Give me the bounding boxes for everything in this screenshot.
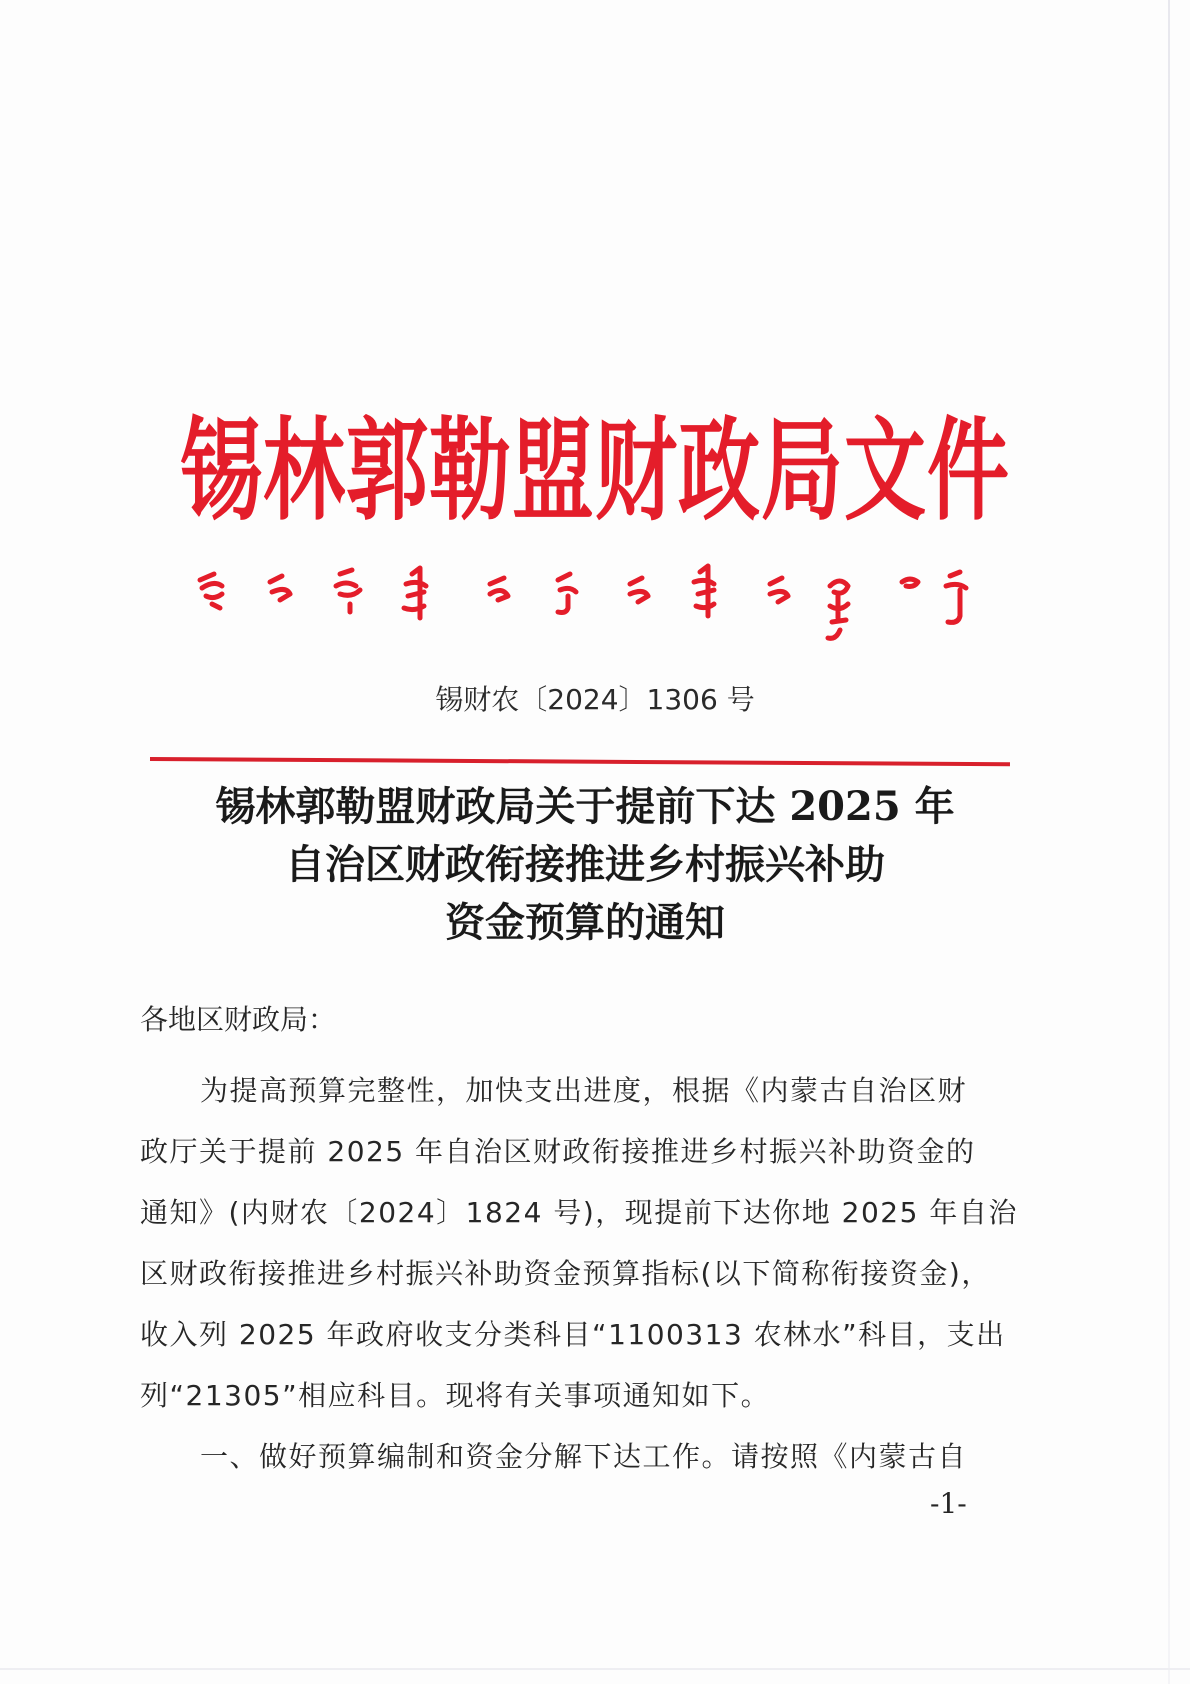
body-line: 为提高预算完整性，加快支出进度，根据《内蒙古自治区财 xyxy=(200,1074,968,1107)
body-line: 政厅关于提前 2025 年自治区财政衔接推进乡村振兴补助资金的 xyxy=(140,1135,976,1168)
body-line: 列“21305”相应科目。现将有关事项通知如下。 xyxy=(140,1379,771,1412)
body-line: 通知》(内财农〔2024〕1824 号)，现提前下达你地 2025 年自治 xyxy=(140,1196,1018,1229)
body-text xyxy=(140,1060,1030,1487)
mongolian-script-logo xyxy=(190,560,990,650)
agency-header-title: 锡林郭勒盟财政局文件 xyxy=(180,406,1011,536)
notice-title-line: 资金预算的通知 xyxy=(445,899,725,946)
notice-title-line: 自治区财政衔接推进乡村振兴补助 xyxy=(285,841,885,888)
page-number: -1- xyxy=(930,1487,967,1520)
notice-title-line: 锡林郭勒盟财政局关于提前下达 2025 年 xyxy=(215,783,955,830)
body-line: 一、做好预算编制和资金分解下达工作。请按照《内蒙古自 xyxy=(200,1440,968,1473)
body-line: 区财政衔接推进乡村振兴补助资金预算指标(以下简称衔接资金)， xyxy=(140,1257,991,1290)
document-number: 锡财农〔2024〕1306 号 xyxy=(435,683,755,716)
red-divider-line xyxy=(150,757,1010,766)
notice-title xyxy=(0,778,1170,952)
salutation: 各地区财政局： xyxy=(140,1003,337,1036)
page-edge-bottom xyxy=(0,1668,1190,1670)
body-line: 收入列 2025 年政府收支分类科目“1100313 农林水”科目，支出 xyxy=(140,1318,1006,1351)
